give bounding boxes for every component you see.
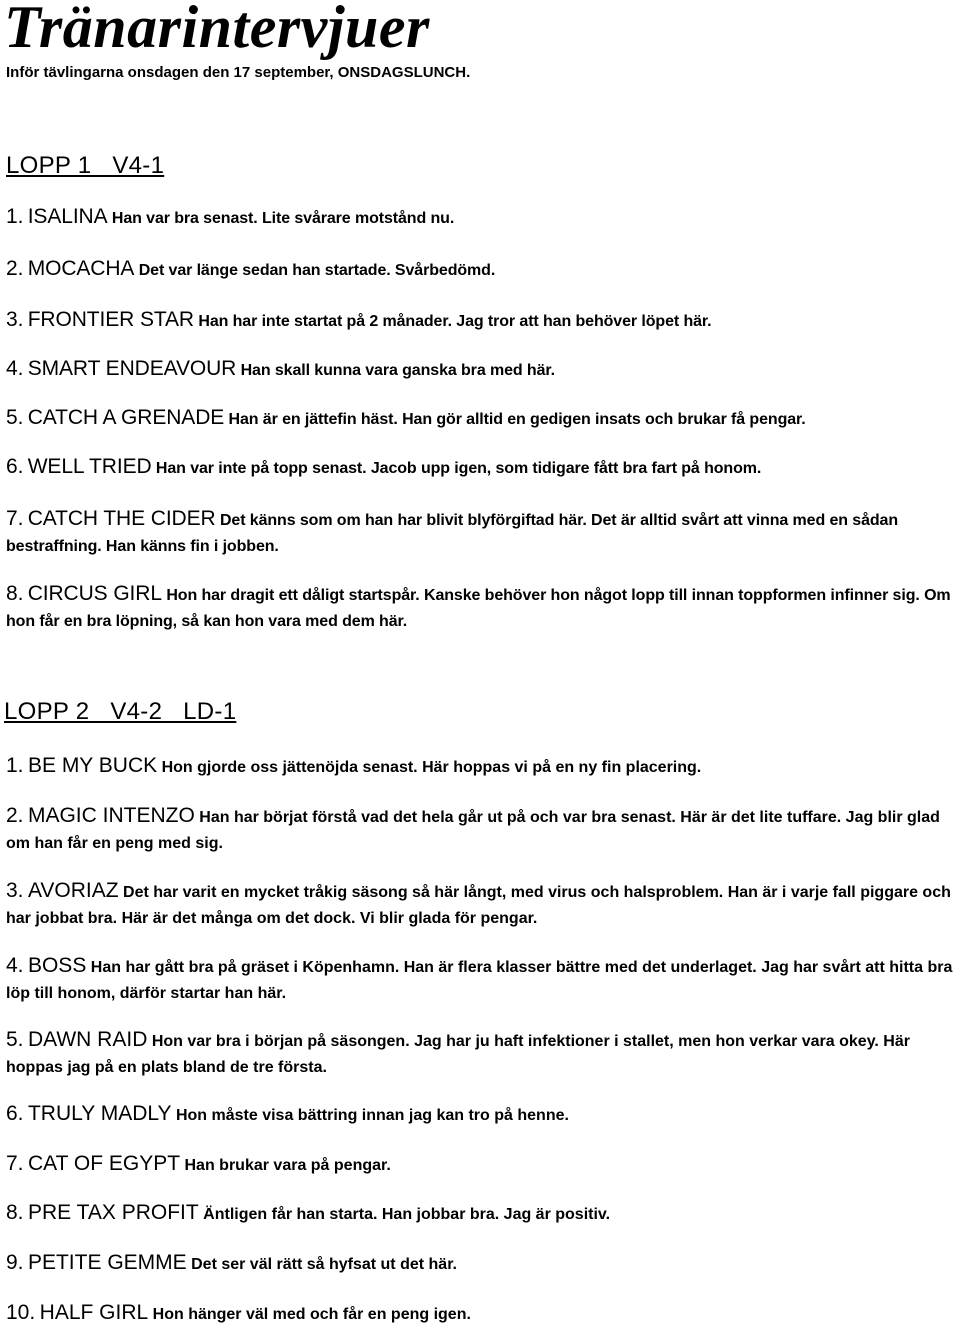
- trainer-comment: Det känns som om han har blivit blyförgiftad här. Det är alltid svårt att vinna med en sådan bestraffning. Han känns fin i jobben.: [6, 512, 899, 555]
- horse-name: BOSS: [27, 954, 87, 977]
- entry-number: 5.: [6, 406, 24, 429]
- race-2-heading: LOPP 2 V4-2 LD-1: [4, 698, 237, 725]
- trainer-comment: Han skall kunna vara ganska bra med här.: [240, 362, 555, 379]
- trainer-comment: Han brukar vara på pengar.: [184, 1157, 391, 1174]
- horse-name: DAWN RAID: [27, 1028, 148, 1051]
- horse-name: AVORIAZ: [27, 879, 119, 902]
- entry-number: 8.: [6, 1201, 24, 1224]
- race-2-entry-1: [6, 753, 956, 781]
- race-1-entry-3: [6, 307, 956, 335]
- horse-name: PRE TAX PROFIT: [27, 1201, 199, 1224]
- trainer-comment: Hon har dragit ett dåligt startspår. Kanske behöver hon något lopp till innan toppformen infinner sig. Om hon får en bra löpning, så kan hon vara med dem här.: [6, 587, 951, 630]
- race-1-entry-1: [6, 204, 956, 232]
- horse-name: CATCH THE CIDER: [27, 507, 216, 530]
- entry-number: 6.: [6, 1102, 24, 1125]
- trainer-comment: Det var länge sedan han startade. Svårbedömd.: [138, 262, 496, 279]
- trainer-comment: Han är en jättefin häst. Han gör alltid en gedigen insats och brukar få pengar.: [228, 411, 806, 428]
- horse-name: CIRCUS GIRL: [27, 582, 162, 605]
- entry-number: 7.: [6, 507, 24, 530]
- entry-number: 9.: [6, 1251, 24, 1274]
- horse-name: ISALINA: [27, 205, 108, 228]
- race-2-entry-2: [6, 803, 956, 857]
- horse-name: CAT OF EGYPT: [27, 1152, 181, 1175]
- trainer-comment: Hon gjorde oss jättenöjda senast. Här hoppas vi på en ny fin placering.: [161, 759, 702, 776]
- horse-name: CATCH A GRENADE: [27, 406, 225, 429]
- trainer-comment: Han var inte på topp senast. Jacob upp igen, som tidigare fått bra fart på honom.: [155, 460, 762, 477]
- race-2-entry-10: [6, 1300, 956, 1328]
- race-1-entry-7: [6, 506, 956, 560]
- trainer-comment: Det har varit en mycket tråkig säsong så här långt, med virus och halsproblem. Han är i varje fall piggare och har jobbat bra. Här är det många om det dock. Vi blir glada för pengar.: [6, 884, 951, 927]
- race-2-entry-9: [6, 1250, 956, 1278]
- race-2-entry-3: [6, 878, 956, 932]
- trainer-comment: Han var bra senast. Lite svårare motstånd nu.: [111, 210, 455, 227]
- entry-number: 6.: [6, 455, 24, 478]
- entry-number: 2.: [6, 257, 24, 280]
- horse-name: SMART ENDEAVOUR: [27, 357, 237, 380]
- trainer-comment: Hon måste visa bättring innan jag kan tro på henne.: [175, 1107, 569, 1124]
- page-title: Tränarintervjuer: [4, 0, 430, 60]
- entry-number: 8.: [6, 582, 24, 605]
- trainer-comment: Det ser väl rätt så hyfsat ut det här.: [191, 1256, 457, 1273]
- race-1-entry-8: [6, 581, 956, 635]
- horse-name: BE MY BUCK: [27, 754, 158, 777]
- entry-number: 1.: [6, 205, 24, 228]
- trainer-comment: Äntligen får han starta. Han jobbar bra. Jag är positiv.: [203, 1206, 611, 1223]
- horse-name: MOCACHA: [27, 257, 135, 280]
- horse-name: HALF GIRL: [39, 1301, 149, 1324]
- horse-name: WELL TRIED: [27, 455, 152, 478]
- race-2-entry-7: [6, 1151, 956, 1179]
- race-1-entry-6: [6, 454, 956, 482]
- entry-number: 4.: [6, 954, 24, 977]
- race-2-entry-6: [6, 1101, 956, 1129]
- entry-number: 2.: [6, 804, 24, 827]
- entry-number: 3.: [6, 879, 24, 902]
- trainer-comment: Hon var bra i början på säsongen. Jag har ju haft infektioner i stallet, men hon verkar vara okey. Här hoppas jag på en plats bland de tre första.: [6, 1033, 910, 1076]
- trainer-comment: Han har gått bra på gräset i Köpenhamn. Han är flera klasser bättre med det underlaget. Jag har svårt att hitta bra löp till honom, därför startar han här.: [6, 959, 953, 1002]
- entry-number: 3.: [6, 308, 24, 331]
- horse-name: MAGIC INTENZO: [27, 804, 195, 827]
- race-2-entry-8: [6, 1200, 956, 1228]
- entry-number: 5.: [6, 1028, 24, 1051]
- entry-number: 1.: [6, 754, 24, 777]
- trainer-comment: Hon hänger väl med och får en peng igen.: [152, 1306, 471, 1323]
- trainer-comment: Han har börjat förstå vad det hela går ut på och var bra senast. Här är det lite tuffare. Jag blir glad om han får en peng med sig.: [6, 809, 940, 852]
- horse-name: PETITE GEMME: [27, 1251, 187, 1274]
- entry-number: 10.: [6, 1301, 36, 1324]
- entry-number: 4.: [6, 357, 24, 380]
- race-2-entry-5: [6, 1027, 956, 1081]
- race-1-heading: LOPP 1 V4-1: [6, 152, 165, 179]
- horse-name: FRONTIER STAR: [27, 308, 194, 331]
- race-1-entry-5: [6, 405, 956, 433]
- trainer-comment: Han har inte startat på 2 månader. Jag tror att han behöver löpet här.: [198, 313, 712, 330]
- race-1-entry-2: [6, 256, 956, 284]
- entry-number: 7.: [6, 1152, 24, 1175]
- horse-name: TRULY MADLY: [27, 1102, 172, 1125]
- race-2-entry-4: [6, 953, 956, 1007]
- race-1-entry-4: [6, 356, 956, 384]
- page-subtitle: Inför tävlingarna onsdagen den 17 september, ONSDAGSLUNCH.: [6, 64, 471, 81]
